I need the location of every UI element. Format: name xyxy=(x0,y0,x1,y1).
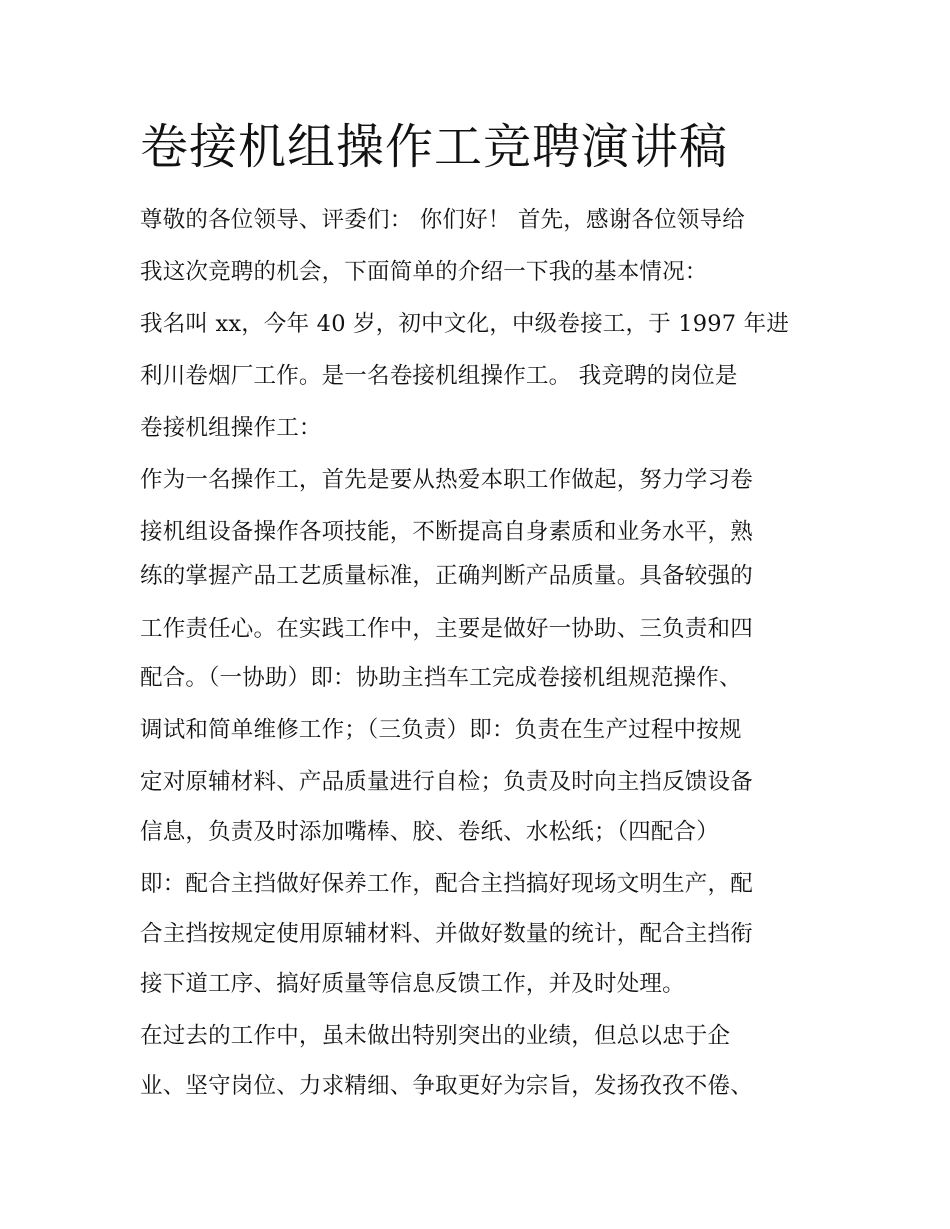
body-line: 练的掌握产品工艺质量标准，正确判断产品质量。具备较强的 xyxy=(140,563,753,589)
body-line: 利川卷烟厂工作。是一名卷接机组操作工。 我竞聘的岗位是 xyxy=(140,363,738,389)
body-line: 我这次竞聘的机会，下面简单的介绍一下我的基本情况： xyxy=(140,259,708,285)
body-line: 在过去的工作中，虽未做出特别突出的业绩，但总以忠于企 xyxy=(140,1023,731,1049)
body-line: 定对原辅材料、产品质量进行自检；负责及时向主挡反馈设备 xyxy=(140,769,753,795)
body-line: 我名叫 xx，今年 40 岁，初中文化，中级卷接工，于 1997 年进 xyxy=(140,311,790,337)
body-line: 即：配合主挡做好保养工作，配合主挡搞好现场文明生产，配 xyxy=(140,871,753,897)
body-line: 卷接机组操作工： xyxy=(140,415,322,441)
body-line: 合主挡按规定使用原辅材料、并做好数量的统计，配合主挡衔 xyxy=(140,921,753,947)
body-line: 调试和简单维修工作；（三负责）即：负责在生产过程中按规 xyxy=(140,717,742,743)
body-line: 接下道工序、搞好质量等信息反馈工作，并及时处理。 xyxy=(140,971,685,997)
body-line: 接机组设备操作各项技能，不断提高自身素质和业务水平，熟 xyxy=(140,519,753,545)
body-line: 尊敬的各位领导、评委们： 你们好！ 首先，感谢各位领导给 xyxy=(140,207,745,233)
body-line: 工作责任心。在实践工作中，主要是做好一协助、三负责和四 xyxy=(140,616,753,642)
body-line: 信息，负责及时添加嘴棒、胶、卷纸、水松纸；（四配合） xyxy=(140,819,719,845)
body-line: 作为一名操作工，首先是要从热爱本职工作做起，努力学习卷 xyxy=(140,467,753,493)
body-line: 业、坚守岗位、力求精细、争取更好为宗旨，发扬孜孜不倦、 xyxy=(140,1073,753,1099)
body-line: 配合。（一协助）即：协助主挡车工完成卷接机组规范操作、 xyxy=(140,665,742,691)
document-title: 卷接机组操作工竞聘演讲稿 xyxy=(140,119,729,175)
